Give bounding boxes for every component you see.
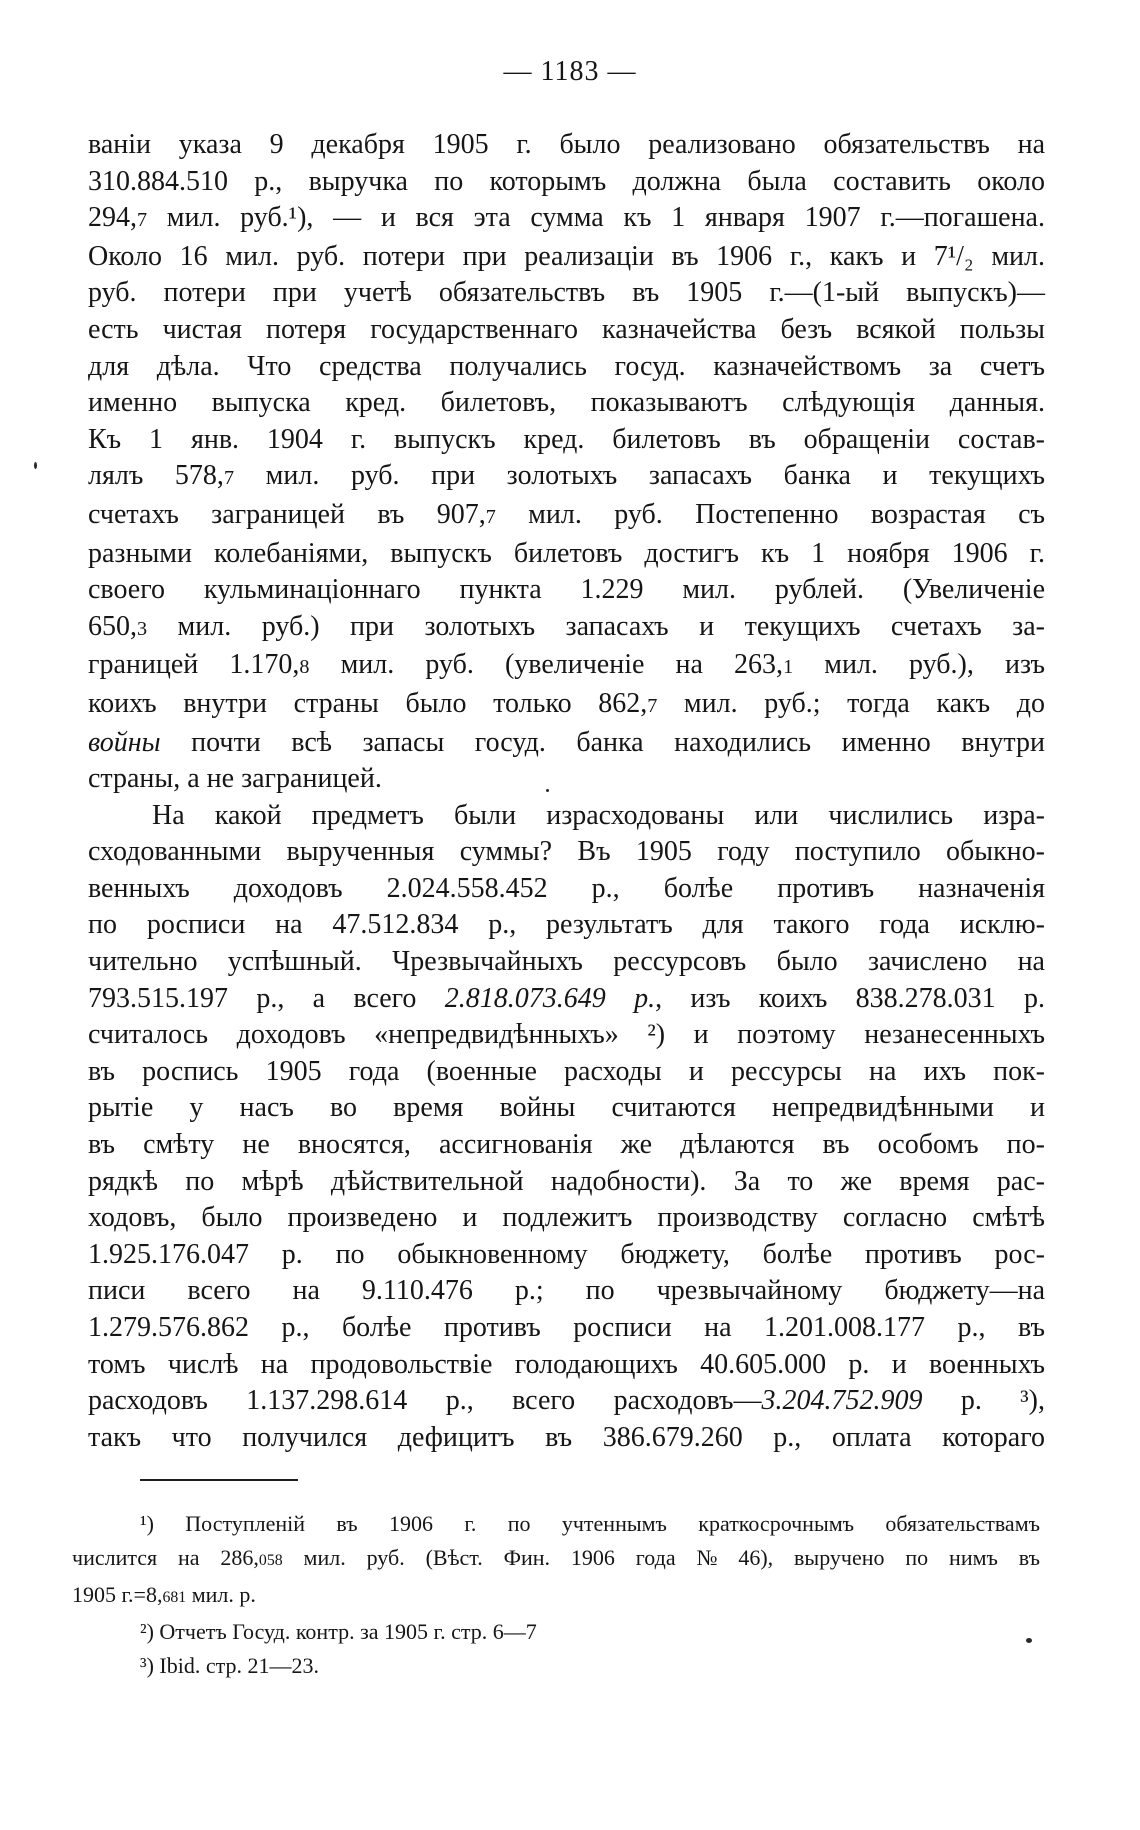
- text-run: границей 1.170,: [88, 649, 300, 681]
- decimal-digits: 681: [162, 1589, 187, 1606]
- footnote-line: ²) Отчетъ Госуд. контр. за 1905 г. стр. 6—7: [140, 1619, 537, 1644]
- body-line: въ роспись 1905 года (военные расходы и рессурсы на ихъ пок-: [88, 1055, 1045, 1087]
- text-run: 1905 г.=8,: [72, 1582, 163, 1607]
- text-run: расходовъ 1.137.298.614 р., всего расходовъ—: [88, 1385, 762, 1417]
- text-run: лялъ 578,: [88, 460, 224, 492]
- decimal-digits: 7: [647, 694, 658, 717]
- body-text: [88, 127, 1045, 1456]
- page-header: [0, 52, 1140, 92]
- text-run: мил. р.: [186, 1582, 256, 1607]
- decimal-digits: 8: [299, 656, 310, 679]
- footnote-line: ¹) Поступленій въ 1906 г. по учтеннымъ краткосрочнымъ обязательствамъ: [140, 1511, 1040, 1536]
- body-line: чительно успѣшный. Чрезвычайныхъ рессурсовъ было зачислено на: [88, 946, 1045, 978]
- body-line: венныхъ доходовъ 2.024.558.452 р., болѣе противъ назначенія: [88, 872, 1045, 904]
- body-line: страны, а не заграницей.: [88, 763, 382, 795]
- body-line: Около 16 мил. руб. потери при реализаціи въ 1906 г., какъ и 7¹/₂ мил.: [88, 240, 1045, 272]
- decimal-digits: 1: [783, 656, 794, 679]
- page-number: — 1183 —: [503, 56, 637, 87]
- body-line: Къ 1 янв. 1904 г. выпускъ кред. билетовъ въ обращеніи состав-: [88, 423, 1045, 455]
- body-line: разными колебаніями, выпускъ билетовъ достигъ къ 1 ноября 1906 г.: [88, 537, 1045, 569]
- body-line: 1.279.576.862 р., болѣе противъ росписи на 1.201.008.177 р., въ: [88, 1312, 1045, 1343]
- text-run: р. ³),: [922, 1385, 1046, 1417]
- text-run: , изъ коихъ 838.278.031 р.: [655, 982, 1046, 1014]
- text-run: коихъ внутри страны было только 862,: [88, 687, 648, 719]
- body-line: [88, 458, 1045, 497]
- body-line: именно выпуска кред. билетовъ, показываютъ слѣдующія данныя.: [88, 387, 1045, 419]
- text-run: мил. руб. при золотыхъ запасахъ банка и текущихъ: [234, 460, 1045, 492]
- text-run: мил. руб. (Вѣст. Фин. 1906 года № 46), выручено по нимъ въ: [282, 1545, 1040, 1570]
- footnote-line: ³) Ibid. стр. 21—23.: [140, 1653, 320, 1678]
- text-run: 650,: [88, 610, 137, 642]
- body-line: рядкѣ по мѣрѣ дѣйствительной надобности). За то же время рас-: [88, 1165, 1045, 1197]
- text-run: мил. руб.¹), — и вся эта сумма къ 1 января 1907 г.—погашена.: [147, 202, 1045, 234]
- footnote-line: [72, 1541, 1040, 1578]
- body-line: рытіе у насъ во время войны считаются непредвидѣнными и: [88, 1092, 1045, 1124]
- text-run: мил. руб.) при золотыхъ запасахъ и текущихъ счетахъ за-: [147, 610, 1045, 642]
- body-line: для дѣла. Что средства получались госуд. казначействомъ за счетъ: [88, 350, 1045, 382]
- decimal-digits: 058: [258, 1552, 283, 1569]
- body-line: [88, 200, 1045, 239]
- italic-text: 2.818.073.649 р.: [444, 982, 656, 1014]
- footnotes: [72, 1507, 1040, 1683]
- text-run: мил. руб. Постепенно возрастая съ: [495, 498, 1046, 530]
- body-line: 1.925.176.047 р. по обыкновенному бюджету, болѣе противъ рос-: [88, 1238, 1045, 1270]
- body-line: руб. потери при учетѣ обязательствъ въ 1905 г.—(1-ый выпускъ)—: [88, 277, 1045, 309]
- body-line: ходовъ, было произведено и подлежитъ производству согласно смѣтѣ: [88, 1202, 1045, 1234]
- italic-text: 3.204.752.909: [761, 1385, 923, 1417]
- body-line: [88, 1383, 1045, 1420]
- footnote: [72, 1649, 1040, 1683]
- scan-speck: [34, 462, 37, 469]
- paragraph: [88, 798, 1045, 1457]
- body-line: писи всего на 9.110.476 р.; по чрезвычайному бюджету—на: [88, 1275, 1045, 1307]
- body-line: своего кульминаціоннаго пункта 1.229 мил. рублей. (Увеличеніе: [88, 574, 1045, 606]
- body-line: ваніи указа 9 декабря 1905 г. было реализовано обязательствъ на: [88, 129, 1045, 160]
- text-run: мил. руб. (увеличеніе на 263,: [309, 649, 784, 681]
- body-line: томъ числѣ на продовольствіе голодающихъ 40.605.000 р. и военныхъ: [88, 1348, 1045, 1380]
- text-run: мил. руб.; тогда какъ до: [657, 687, 1046, 719]
- footnote: [72, 1615, 1040, 1649]
- body-line: На какой предметъ были израсходованы или числились изра-: [152, 799, 1045, 831]
- text-run: 294,: [88, 202, 137, 234]
- scan-speck: [1026, 1638, 1032, 1643]
- italic-text: войны: [88, 726, 161, 758]
- body-line: [88, 647, 1045, 686]
- footnote-rule: [140, 1479, 298, 1481]
- decimal-digits: 3: [137, 617, 148, 640]
- scan-speck: [546, 789, 549, 792]
- body-line: [88, 609, 1045, 648]
- decimal-digits: 7: [137, 209, 148, 232]
- paragraph: [88, 127, 1045, 798]
- text-run: мил. руб.), изъ: [793, 649, 1046, 681]
- text-run: числится на 286,: [72, 1545, 259, 1570]
- body-line: въ смѣту не вносятся, ассигнованія же дѣлаются въ особомъ по-: [88, 1129, 1045, 1161]
- text-run: почти всѣ запасы госуд. банка находились именно внутри: [160, 726, 1045, 758]
- body-line: 310.884.510 р., выручка по которымъ должна была составить около: [88, 165, 1045, 197]
- footnote: [72, 1507, 1040, 1615]
- body-line: [88, 981, 1045, 1018]
- text-run: 793.515.197 р., а всего: [88, 982, 445, 1014]
- decimal-digits: 7: [485, 505, 496, 528]
- footnote-line: [72, 1578, 1040, 1615]
- body-line: по росписи на 47.512.834 р., результатъ для такого года исклю-: [88, 909, 1045, 941]
- body-line: [88, 686, 1045, 725]
- body-line: есть чистая потеря государственнаго казначейства безъ всякой пользы: [88, 313, 1045, 345]
- body-line: [88, 497, 1045, 536]
- decimal-digits: 7: [223, 467, 235, 490]
- body-line: сходованными вырученныя суммы? Въ 1905 году поступило обыкно-: [88, 836, 1045, 868]
- body-line: [88, 725, 1045, 762]
- body-line: считалось доходовъ «непредвидѣнныхъ» ²) и поэтому незанесенныхъ: [88, 1019, 1045, 1051]
- body-line: такъ что получился дефицитъ въ 386.679.260 р., оплата котораго: [88, 1421, 1045, 1453]
- text-run: счетахъ заграницей въ 907,: [88, 498, 486, 530]
